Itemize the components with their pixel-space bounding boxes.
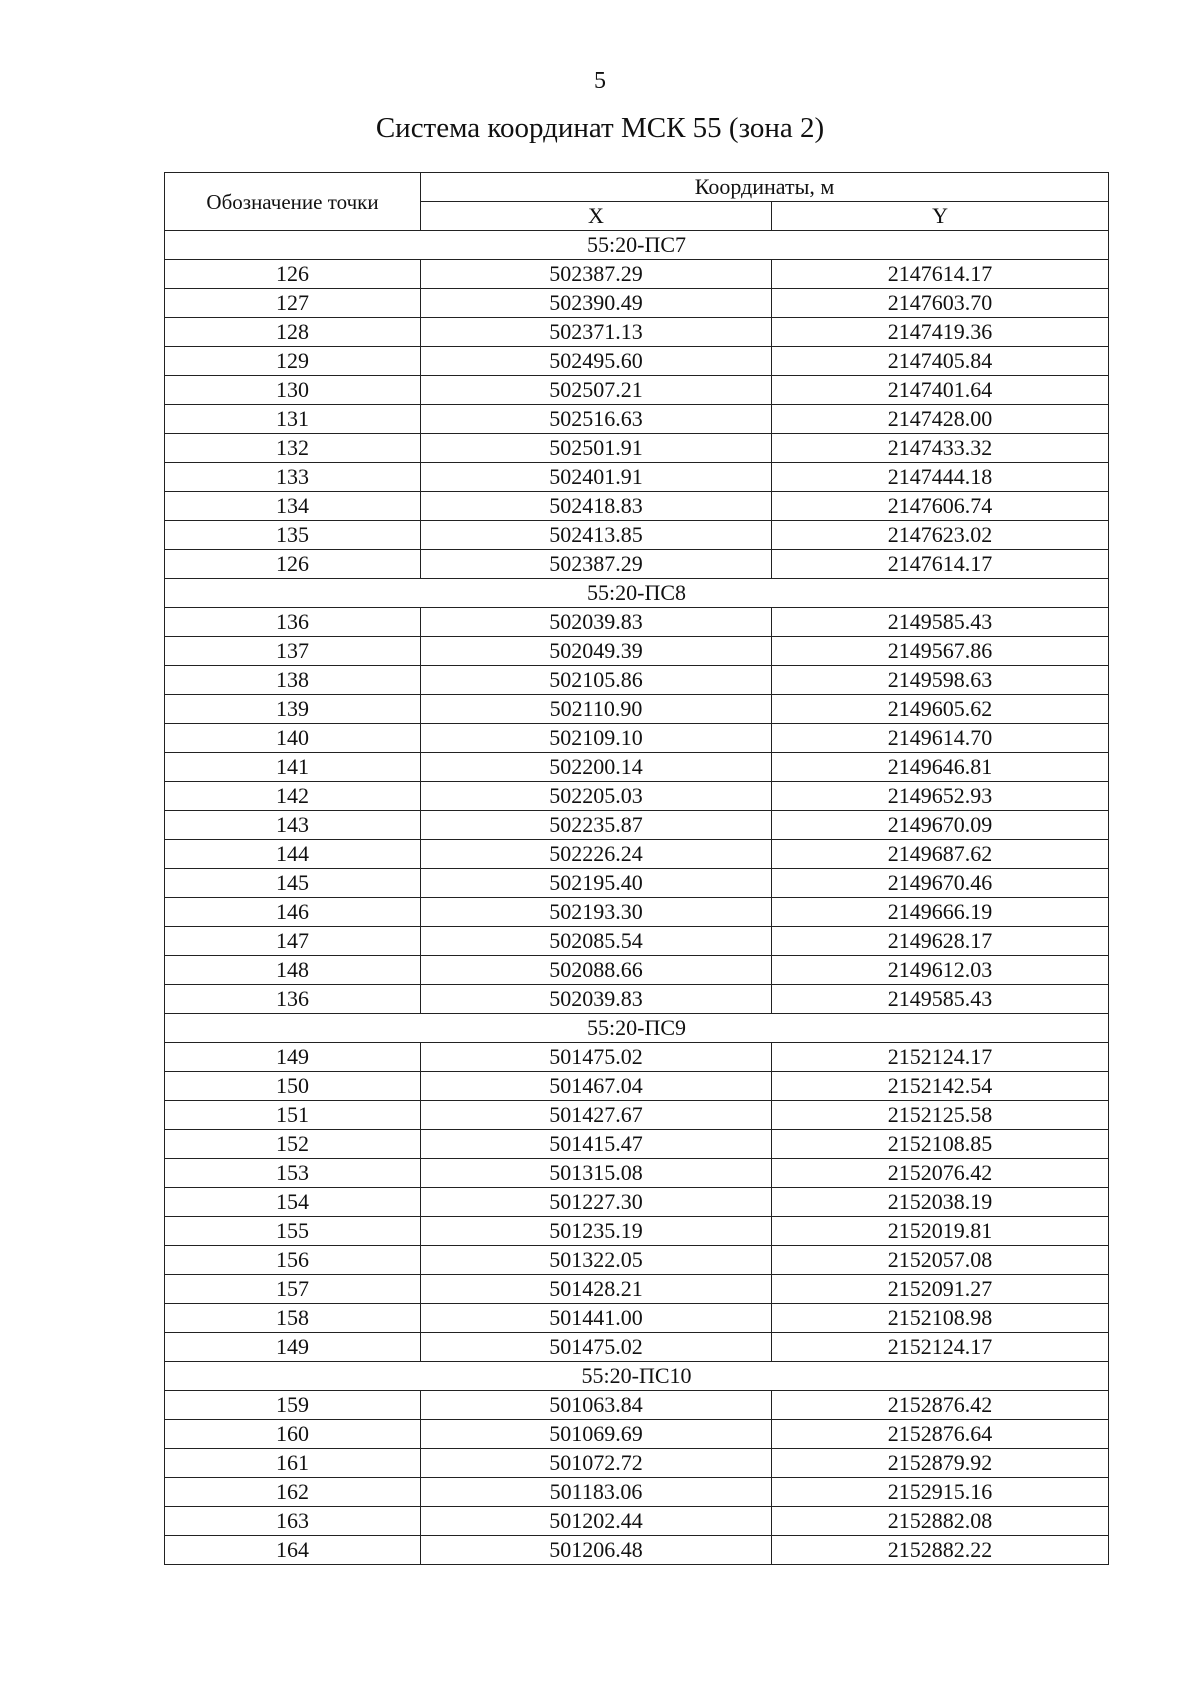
y-coordinate-cell: 2152038.19 <box>772 1188 1109 1217</box>
table-row <box>165 1333 1109 1362</box>
table-row <box>165 1391 1109 1420</box>
x-coordinate-cell: 502226.24 <box>421 840 772 869</box>
y-coordinate-cell: 2152091.27 <box>772 1275 1109 1304</box>
y-coordinate-cell: 2149646.81 <box>772 753 1109 782</box>
y-coordinate-cell: 2147614.17 <box>772 550 1109 579</box>
table-row <box>165 1043 1109 1072</box>
point-id-cell: 142 <box>165 782 421 811</box>
table-row <box>165 753 1109 782</box>
table-row <box>165 434 1109 463</box>
point-id-cell: 163 <box>165 1507 421 1536</box>
y-coordinate-cell: 2152879.92 <box>772 1449 1109 1478</box>
y-coordinate-cell: 2149652.93 <box>772 782 1109 811</box>
x-coordinate-cell: 502418.83 <box>421 492 772 521</box>
y-coordinate-cell: 2147606.74 <box>772 492 1109 521</box>
table-row <box>165 376 1109 405</box>
header-x-label: X <box>421 202 772 231</box>
table-row <box>165 1246 1109 1275</box>
x-coordinate-cell: 501475.02 <box>421 1333 772 1362</box>
table-row <box>165 1217 1109 1246</box>
y-coordinate-cell: 2152915.16 <box>772 1478 1109 1507</box>
y-coordinate-cell: 2152142.54 <box>772 1072 1109 1101</box>
table-row <box>165 347 1109 376</box>
x-coordinate-cell: 501428.21 <box>421 1275 772 1304</box>
x-coordinate-cell: 501415.47 <box>421 1130 772 1159</box>
x-coordinate-cell: 502507.21 <box>421 376 772 405</box>
x-coordinate-cell: 502235.87 <box>421 811 772 840</box>
table-row <box>165 985 1109 1014</box>
table-row <box>165 1101 1109 1130</box>
table-row <box>165 782 1109 811</box>
table-row <box>165 811 1109 840</box>
x-coordinate-cell: 501072.72 <box>421 1449 772 1478</box>
table-row <box>165 927 1109 956</box>
point-id-cell: 130 <box>165 376 421 405</box>
x-coordinate-cell: 501063.84 <box>421 1391 772 1420</box>
point-id-cell: 153 <box>165 1159 421 1188</box>
x-coordinate-cell: 502501.91 <box>421 434 772 463</box>
table-row <box>165 1304 1109 1333</box>
point-id-cell: 136 <box>165 985 421 1014</box>
y-coordinate-cell: 2149585.43 <box>772 985 1109 1014</box>
section-name: 55:20-ПС9 <box>165 1014 1109 1043</box>
y-coordinate-cell: 2149585.43 <box>772 608 1109 637</box>
x-coordinate-cell: 502085.54 <box>421 927 772 956</box>
y-coordinate-cell: 2152057.08 <box>772 1246 1109 1275</box>
section-row <box>165 231 1109 260</box>
point-id-cell: 158 <box>165 1304 421 1333</box>
section-name: 55:20-ПС8 <box>165 579 1109 608</box>
x-coordinate-cell: 502413.85 <box>421 521 772 550</box>
x-coordinate-cell: 502195.40 <box>421 869 772 898</box>
x-coordinate-cell: 501206.48 <box>421 1536 772 1565</box>
table-row <box>165 898 1109 927</box>
table-row <box>165 521 1109 550</box>
y-coordinate-cell: 2147405.84 <box>772 347 1109 376</box>
point-id-cell: 129 <box>165 347 421 376</box>
table-row <box>165 608 1109 637</box>
table-row <box>165 1275 1109 1304</box>
table-row <box>165 405 1109 434</box>
x-coordinate-cell: 502387.29 <box>421 260 772 289</box>
table-row <box>165 1478 1109 1507</box>
header-point-label: Обозначение точки <box>165 173 421 231</box>
y-coordinate-cell: 2149628.17 <box>772 927 1109 956</box>
table-row <box>165 840 1109 869</box>
x-coordinate-cell: 502049.39 <box>421 637 772 666</box>
x-coordinate-cell: 501322.05 <box>421 1246 772 1275</box>
point-id-cell: 161 <box>165 1449 421 1478</box>
y-coordinate-cell: 2152882.08 <box>772 1507 1109 1536</box>
x-coordinate-cell: 501227.30 <box>421 1188 772 1217</box>
x-coordinate-cell: 501202.44 <box>421 1507 772 1536</box>
section-row <box>165 579 1109 608</box>
y-coordinate-cell: 2149567.86 <box>772 637 1109 666</box>
x-coordinate-cell: 502516.63 <box>421 405 772 434</box>
point-id-cell: 146 <box>165 898 421 927</box>
point-id-cell: 128 <box>165 318 421 347</box>
y-coordinate-cell: 2152124.17 <box>772 1043 1109 1072</box>
x-coordinate-cell: 502200.14 <box>421 753 772 782</box>
y-coordinate-cell: 2149670.09 <box>772 811 1109 840</box>
y-coordinate-cell: 2147433.32 <box>772 434 1109 463</box>
point-id-cell: 151 <box>165 1101 421 1130</box>
point-id-cell: 152 <box>165 1130 421 1159</box>
table-row <box>165 724 1109 753</box>
table-row <box>165 666 1109 695</box>
x-coordinate-cell: 502371.13 <box>421 318 772 347</box>
y-coordinate-cell: 2149614.70 <box>772 724 1109 753</box>
y-coordinate-cell: 2147444.18 <box>772 463 1109 492</box>
point-id-cell: 126 <box>165 260 421 289</box>
x-coordinate-cell: 502401.91 <box>421 463 772 492</box>
table-body <box>165 231 1109 1565</box>
point-id-cell: 157 <box>165 1275 421 1304</box>
point-id-cell: 155 <box>165 1217 421 1246</box>
x-coordinate-cell: 501475.02 <box>421 1043 772 1072</box>
section-row <box>165 1362 1109 1391</box>
y-coordinate-cell: 2147603.70 <box>772 289 1109 318</box>
point-id-cell: 133 <box>165 463 421 492</box>
y-coordinate-cell: 2152882.22 <box>772 1536 1109 1565</box>
section-name: 55:20-ПС7 <box>165 231 1109 260</box>
table-row <box>165 550 1109 579</box>
x-coordinate-cell: 502039.83 <box>421 608 772 637</box>
point-id-cell: 162 <box>165 1478 421 1507</box>
y-coordinate-cell: 2152876.42 <box>772 1391 1109 1420</box>
table-row <box>165 463 1109 492</box>
table-row <box>165 1536 1109 1565</box>
table-row <box>165 1159 1109 1188</box>
x-coordinate-cell: 502193.30 <box>421 898 772 927</box>
x-coordinate-cell: 502039.83 <box>421 985 772 1014</box>
y-coordinate-cell: 2149612.03 <box>772 956 1109 985</box>
point-id-cell: 127 <box>165 289 421 318</box>
y-coordinate-cell: 2152076.42 <box>772 1159 1109 1188</box>
table-row <box>165 1130 1109 1159</box>
x-coordinate-cell: 502109.10 <box>421 724 772 753</box>
header-coords-label: Координаты, м <box>421 173 1109 202</box>
point-id-cell: 134 <box>165 492 421 521</box>
section-row <box>165 1014 1109 1043</box>
table-row <box>165 637 1109 666</box>
y-coordinate-cell: 2152108.98 <box>772 1304 1109 1333</box>
y-coordinate-cell: 2147419.36 <box>772 318 1109 347</box>
table-row <box>165 1072 1109 1101</box>
x-coordinate-cell: 502105.86 <box>421 666 772 695</box>
y-coordinate-cell: 2152019.81 <box>772 1217 1109 1246</box>
x-coordinate-cell: 501427.67 <box>421 1101 772 1130</box>
point-id-cell: 156 <box>165 1246 421 1275</box>
point-id-cell: 137 <box>165 637 421 666</box>
x-coordinate-cell: 501441.00 <box>421 1304 772 1333</box>
point-id-cell: 150 <box>165 1072 421 1101</box>
x-coordinate-cell: 502205.03 <box>421 782 772 811</box>
table-row <box>165 1449 1109 1478</box>
table-row <box>165 956 1109 985</box>
point-id-cell: 136 <box>165 608 421 637</box>
table-row <box>165 492 1109 521</box>
x-coordinate-cell: 502390.49 <box>421 289 772 318</box>
x-coordinate-cell: 501069.69 <box>421 1420 772 1449</box>
point-id-cell: 159 <box>165 1391 421 1420</box>
point-id-cell: 126 <box>165 550 421 579</box>
table-row <box>165 1420 1109 1449</box>
point-id-cell: 139 <box>165 695 421 724</box>
table-header <box>165 173 1109 231</box>
y-coordinate-cell: 2152124.17 <box>772 1333 1109 1362</box>
header-y-label: Y <box>772 202 1109 231</box>
page-title: Система координат МСК 55 (зона 2) <box>375 112 825 144</box>
section-name: 55:20-ПС10 <box>165 1362 1109 1391</box>
table-row <box>165 289 1109 318</box>
point-id-cell: 160 <box>165 1420 421 1449</box>
y-coordinate-cell: 2147614.17 <box>772 260 1109 289</box>
table-row <box>165 695 1109 724</box>
x-coordinate-cell: 501315.08 <box>421 1159 772 1188</box>
point-id-cell: 143 <box>165 811 421 840</box>
point-id-cell: 148 <box>165 956 421 985</box>
y-coordinate-cell: 2149605.62 <box>772 695 1109 724</box>
point-id-cell: 145 <box>165 869 421 898</box>
point-id-cell: 135 <box>165 521 421 550</box>
y-coordinate-cell: 2147623.02 <box>772 521 1109 550</box>
point-id-cell: 149 <box>165 1333 421 1362</box>
page-number: 5 <box>594 68 606 94</box>
point-id-cell: 141 <box>165 753 421 782</box>
point-id-cell: 154 <box>165 1188 421 1217</box>
table-row <box>165 1507 1109 1536</box>
coordinates-table <box>164 172 1109 1565</box>
y-coordinate-cell: 2152125.58 <box>772 1101 1109 1130</box>
point-id-cell: 140 <box>165 724 421 753</box>
point-id-cell: 138 <box>165 666 421 695</box>
point-id-cell: 132 <box>165 434 421 463</box>
y-coordinate-cell: 2152108.85 <box>772 1130 1109 1159</box>
point-id-cell: 164 <box>165 1536 421 1565</box>
y-coordinate-cell: 2147428.00 <box>772 405 1109 434</box>
point-id-cell: 147 <box>165 927 421 956</box>
point-id-cell: 131 <box>165 405 421 434</box>
x-coordinate-cell: 502110.90 <box>421 695 772 724</box>
x-coordinate-cell: 501235.19 <box>421 1217 772 1246</box>
table-row <box>165 1188 1109 1217</box>
y-coordinate-cell: 2149598.63 <box>772 666 1109 695</box>
table-row <box>165 869 1109 898</box>
x-coordinate-cell: 502088.66 <box>421 956 772 985</box>
y-coordinate-cell: 2152876.64 <box>772 1420 1109 1449</box>
y-coordinate-cell: 2147401.64 <box>772 376 1109 405</box>
point-id-cell: 144 <box>165 840 421 869</box>
x-coordinate-cell: 501467.04 <box>421 1072 772 1101</box>
table-row <box>165 318 1109 347</box>
table-row <box>165 260 1109 289</box>
y-coordinate-cell: 2149687.62 <box>772 840 1109 869</box>
y-coordinate-cell: 2149670.46 <box>772 869 1109 898</box>
y-coordinate-cell: 2149666.19 <box>772 898 1109 927</box>
x-coordinate-cell: 501183.06 <box>421 1478 772 1507</box>
x-coordinate-cell: 502387.29 <box>421 550 772 579</box>
x-coordinate-cell: 502495.60 <box>421 347 772 376</box>
point-id-cell: 149 <box>165 1043 421 1072</box>
